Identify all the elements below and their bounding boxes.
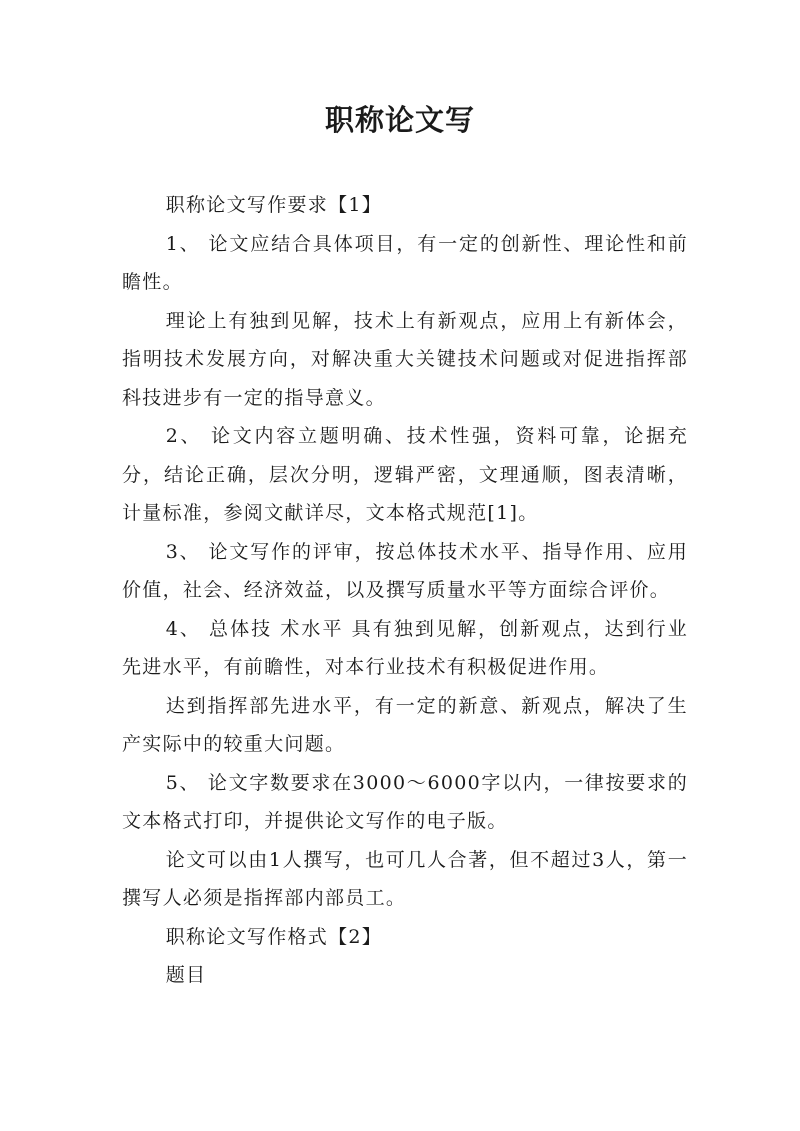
paragraph-requirement-5: 5、 论文字数要求在3000～6000字以内，一律按要求的文本格式打印，并提供论文写作的电子版。 [122,771,688,832]
paragraph-advanced-level: 达到指挥部先进水平，有一定的新意、新观点，解决了生产实际中的较重大问题。 [122,694,688,755]
document-body [122,186,688,995]
paragraph-title-label: 题目 [165,964,207,986]
section-heading-requirements: 职称论文写作要求【1】 [165,194,383,216]
paragraph-authors: 论文可以由1人撰写，也可几人合著，但不超过3人，第一撰写人必须是指挥部内部员工。 [122,848,688,909]
paragraph-requirement-2: 2、 论文内容立题明确、技术性强，资料可靠，论据充分，结论正确，层次分明，逻辑严密，文理通顺，图表清晰，计量标准，参阅文献详尽，文本格式规范[1]。 [122,425,688,524]
paragraph-theory: 理论上有独到见解，技术上有新观点，应用上有新体会，指明技术发展方向，对解决重大关键技术问题或对促进指挥部科技进步有一定的指导意义。 [122,309,688,409]
section-heading-format: 职称论文写作格式【2】 [165,925,383,948]
document-title: 职称论文写 [324,103,475,137]
paragraph-requirement-1: 1、 论文应结合具体项目，有一定的创新性、理论性和前瞻性。 [122,232,688,293]
paragraph-requirement-4: 4、 总体技 术水平 具有独到见解，创新观点，达到行业先进水平，有前瞻性，对本行业技术有积极促进作用。 [122,617,688,678]
paragraph-requirement-3: 3、 论文写作的评审，按总体技术水平、指导作用、应用价值，社会、经济效益，以及撰写质量水平等方面综合评价。 [122,540,688,601]
